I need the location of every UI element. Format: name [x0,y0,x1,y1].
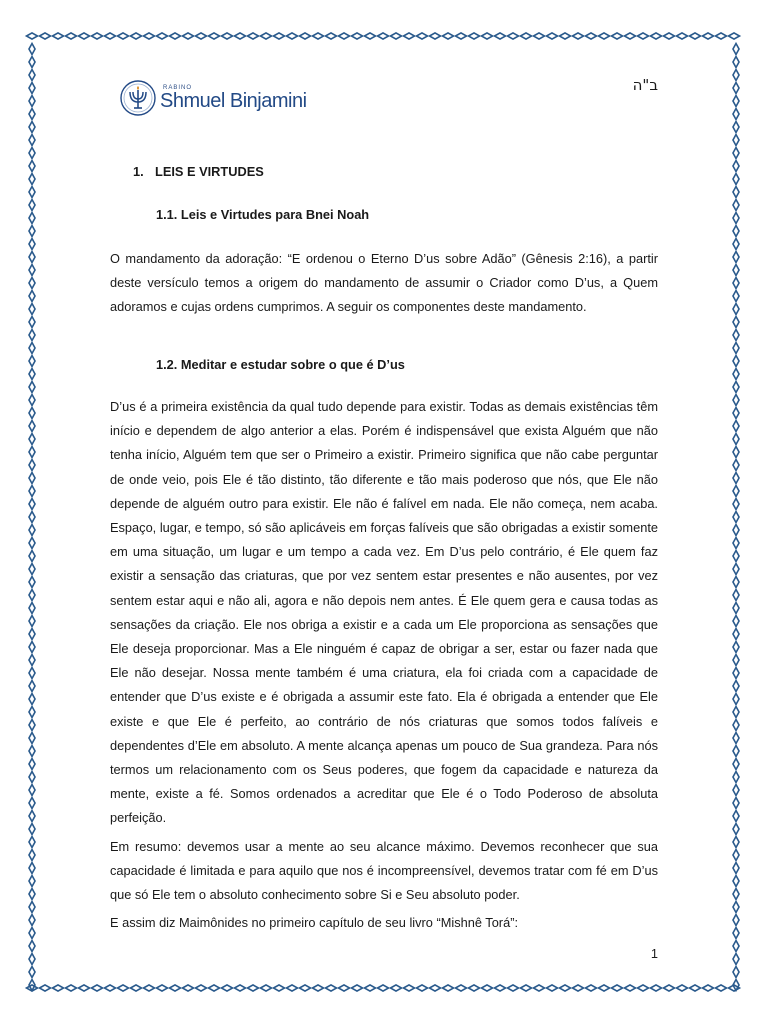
border-link [378,985,389,991]
border-link [274,33,285,39]
border-link [29,668,35,679]
border-link [417,33,428,39]
border-link [29,148,35,159]
border-link [508,985,519,991]
border-link [664,33,675,39]
border-link [29,577,35,588]
border-link [144,33,155,39]
document-body [110,160,658,935]
border-link [29,538,35,549]
border-link [29,96,35,107]
border-link [625,985,636,991]
border-link [53,33,64,39]
border-link [733,161,739,172]
border-link [29,213,35,224]
border-link [733,109,739,120]
border-link [79,985,90,991]
border-link [66,985,77,991]
border-link [170,985,181,991]
paragraph-dus: D’us é a primeira existência da qual tudo depende para existir. Todas as demais existências têm início e dependem de algo anterior a elas. Porém é indispensável que exista Alguém que não tenha início, Alguém tem que ser o Primeiro a existir. Primeiro significa que não cabe perguntar de onde veio, pois Ele é tão distinto, tão diferente e tão mais poderoso que nós, que Ele não depende de alguém outro para existir. Ele não é falível em nada. Ele não começa, nem acaba. Espaço, lugar, e tempo, só são aplicáveis em forças falíveis que são obrigadas a existir somente em uma situação, um lugar e um tempo a cada vez. Em D’us pelo contrário, é Ele quem faz existir a sensação das criaturas, que por vez sentem estar presentes e não ausentes, por vez sentem estar aqui e não ali, agora e não depois nem antes. É Ele quem gera e causa todas as sensações da criação. Ele nos obriga a existir e a cada um Ele proporciona as sensações que Ele deseja proporcionar. Mas a Ele ninguém é capaz de obrigar a ser, estar ou fazer nada que Ele não desejar. Nossa mente também é uma criatura, ela foi criada com a capacidade de entender que D’us existe e é obrigada a assumir este fato. Ela é obrigada a entender que Ele existe e que Ele é perfeito, ao contrário de nós criaturas que somos todos falíveis e dependentes d’Ele em absoluto. A mente alcança apenas um pouco de Sua grandeza. Para nós termos um relacionamento com os Seus poderes, que fogem da capacidade e natureza da mente, existe a fé. Somos ordenados a acreditar que Ele é o Todo Poderoso de absoluta perfeição. [110,399,658,826]
border-link [651,33,662,39]
border-link [274,985,285,991]
border-link [733,83,739,94]
border-link [733,174,739,185]
logo-name: Shmuel Binjamini [160,90,307,112]
border-link [261,985,272,991]
border-link [733,811,739,822]
border-link [29,772,35,783]
paragraph-maimonides: E assim diz Maimônides no primeiro capítulo de seu livro “Mishnê Torá”: [110,914,519,930]
border-link [733,863,739,874]
border-link [733,96,739,107]
border-link [27,33,38,39]
border-link [430,985,441,991]
border-link [495,985,506,991]
border-link [29,265,35,276]
border-link [235,33,246,39]
border-link [733,655,739,666]
border-link [29,850,35,861]
border-link [29,499,35,510]
border-link [183,33,194,39]
border-link [29,785,35,796]
border-link [29,902,35,913]
border-link [733,512,739,523]
border-link [222,985,233,991]
border-link [29,343,35,354]
border-link [417,985,428,991]
border-link [29,837,35,848]
border-link [733,291,739,302]
border-link [677,985,688,991]
border-link [547,33,558,39]
border-link [29,57,35,68]
border-link [733,889,739,900]
border-link [651,985,662,991]
border-link [391,985,402,991]
border-link [586,985,597,991]
border-link [92,985,103,991]
border-link [352,985,363,991]
border-link [29,252,35,263]
border-link [29,824,35,835]
border-link [29,603,35,614]
border-link [209,33,220,39]
border-link [638,33,649,39]
border-link [248,985,259,991]
border-link [29,473,35,484]
border-link [170,33,181,39]
menorah-logo-icon [118,78,158,118]
border-link [534,985,545,991]
border-link [29,590,35,601]
border-link [733,785,739,796]
border-link [733,408,739,419]
border-link [733,603,739,614]
border-link [29,876,35,887]
border-link [29,863,35,874]
border-link [456,985,467,991]
border-link [716,33,727,39]
border-link [733,694,739,705]
border-link [733,538,739,549]
border-link [733,824,739,835]
border-link [573,985,584,991]
paragraph-adoracao: O mandamento da adoração: “E ordenou o Eterno D’us sobre Adão” (Gênesis 2:16), a partir deste versículo temos a origem do mandamento de assumir o Criador como D’us, a Quem adoramos e cujas ordens cumprimos. A seguir os componentes deste mandamento. [110,251,658,314]
border-link [29,629,35,640]
border-link [733,226,739,237]
border-link [733,460,739,471]
border-link [29,291,35,302]
border-link [733,57,739,68]
border-link [261,33,272,39]
logo [118,78,307,118]
border-link [733,187,739,198]
border-link [144,985,155,991]
border-link [690,33,701,39]
border-link [469,985,480,991]
border-link [29,200,35,211]
border-link [733,434,739,445]
border-link [482,33,493,39]
border-link [29,447,35,458]
border-link [733,616,739,627]
border-link [157,985,168,991]
border-link [733,798,739,809]
border-link [404,985,415,991]
border-link [29,551,35,562]
border-link [29,70,35,81]
border-link [29,278,35,289]
border-link [733,122,739,133]
heading-text: LEIS E VIRTUDES [155,164,264,179]
page-number: 1 [650,946,658,961]
border-link [733,421,739,432]
border-link [29,941,35,952]
border-link [733,629,739,640]
border-link [339,33,350,39]
paragraph-resumo: Em resumo: devemos usar a mente ao seu alcance máximo. Devemos reconhecer que sua capacidade é limitada e para aquilo que nos é incompreensível, devemos tratar com fé em D’us que só Ele tem o absoluto conhecimento sobre Si e Seu absoluto poder. [110,838,658,902]
border-link [733,850,739,861]
border-link [287,33,298,39]
border-link [521,33,532,39]
border-link [29,486,35,497]
border-link [29,408,35,419]
heading-number: 1. [133,164,144,179]
border-link [482,985,493,991]
border-link [29,694,35,705]
border-link [430,33,441,39]
border-link [733,447,739,458]
border-link [733,278,739,289]
border-link [599,985,610,991]
border-link [586,33,597,39]
border-link [29,44,35,55]
heading-1-1: 1.1. Leis e Virtudes para Bnei Noah [156,207,370,222]
border-link [404,33,415,39]
border-link [729,33,740,39]
border-link [733,369,739,380]
border-link [733,733,739,744]
border-link [326,33,337,39]
logo-title-small: RABINO [163,85,193,91]
border-link [29,122,35,133]
border-link [29,330,35,341]
border-link [677,33,688,39]
border-link [300,33,311,39]
border-link [365,985,376,991]
border-link [29,655,35,666]
border-link [29,798,35,809]
border-link [625,33,636,39]
border-link [29,759,35,770]
border-link [733,928,739,939]
border-link [703,33,714,39]
border-link [733,213,739,224]
border-link [29,642,35,653]
heading-1-2: 1.2. Meditar e estudar sobre o que é D’us [156,357,405,372]
border-link [29,304,35,315]
border-link [716,985,727,991]
border-link [733,642,739,653]
border-link [733,772,739,783]
border-link [29,395,35,406]
border-link [733,200,739,211]
border-link [733,304,739,315]
border-link [29,135,35,146]
border-link [29,109,35,120]
border-link [733,707,739,718]
border-link [733,330,739,341]
border-link [105,985,116,991]
border-link [573,33,584,39]
border-link [40,985,51,991]
border-link [733,135,739,146]
border-link [118,985,129,991]
border-link [313,33,324,39]
border-link [29,681,35,692]
border-link [391,33,402,39]
border-link [664,985,675,991]
border-link [733,239,739,250]
border-link [92,33,103,39]
border-link [733,343,739,354]
border-link [733,356,739,367]
border-link [79,33,90,39]
border-link [733,902,739,913]
border-link [495,33,506,39]
heading-level-1 [133,160,658,184]
border-link [313,985,324,991]
border-link [29,317,35,328]
border-link [222,33,233,39]
border-link [733,915,739,926]
border-link [365,33,376,39]
border-link [733,70,739,81]
border-link [326,985,337,991]
border-link [733,577,739,588]
border-link [733,486,739,497]
border-link [29,928,35,939]
border-link [352,33,363,39]
border-link [29,967,35,978]
border-link [118,33,129,39]
border-link [733,252,739,263]
border-link [29,512,35,523]
border-link [29,369,35,380]
border-link [733,720,739,731]
border-link [131,985,142,991]
border-link [534,33,545,39]
border-link [733,564,739,575]
border-link [612,985,623,991]
border-link [29,733,35,744]
border-link [53,985,64,991]
border-link [29,564,35,575]
border-link [733,499,739,510]
border-link [29,174,35,185]
border-link [287,985,298,991]
border-link [733,590,739,601]
border-link [733,941,739,952]
border-link [29,161,35,172]
border-link [248,33,259,39]
border-link [29,382,35,393]
border-link [733,837,739,848]
border-link [733,954,739,965]
border-link [29,707,35,718]
border-link [733,668,739,679]
border-link [300,985,311,991]
border-link [733,382,739,393]
border-link [560,985,571,991]
border-link [638,985,649,991]
border-link [547,985,558,991]
border-link [733,473,739,484]
border-link [733,681,739,692]
border-link [235,985,246,991]
border-link [29,356,35,367]
border-link [29,525,35,536]
border-link [29,746,35,757]
border-link [733,759,739,770]
border-link [599,33,610,39]
border-link [29,954,35,965]
border-link [733,395,739,406]
border-link [733,967,739,978]
border-link [29,434,35,445]
border-link [40,33,51,39]
border-link [196,33,207,39]
border-link [733,876,739,887]
border-link [29,83,35,94]
border-link [690,985,701,991]
border-link [339,985,350,991]
border-link [378,33,389,39]
border-link [733,746,739,757]
hebrew-header-mark: ב"ה [632,76,658,94]
border-link [29,915,35,926]
border-link [508,33,519,39]
border-link [443,985,454,991]
border-link [521,985,532,991]
border-link [29,720,35,731]
border-link [29,616,35,627]
border-link [29,811,35,822]
border-link [733,525,739,536]
border-link [66,33,77,39]
border-link [733,265,739,276]
border-link [196,985,207,991]
border-link [29,187,35,198]
border-link [29,889,35,900]
border-link [183,985,194,991]
border-link [560,33,571,39]
border-link [209,985,220,991]
border-link [131,33,142,39]
border-link [29,226,35,237]
border-link [733,317,739,328]
border-link [29,460,35,471]
border-link [456,33,467,39]
border-link [29,421,35,432]
border-link [157,33,168,39]
border-link [105,33,116,39]
border-link [733,44,739,55]
border-link [733,148,739,159]
border-link [612,33,623,39]
border-link [29,239,35,250]
border-link [733,551,739,562]
border-link [469,33,480,39]
border-link [703,985,714,991]
border-link [443,33,454,39]
